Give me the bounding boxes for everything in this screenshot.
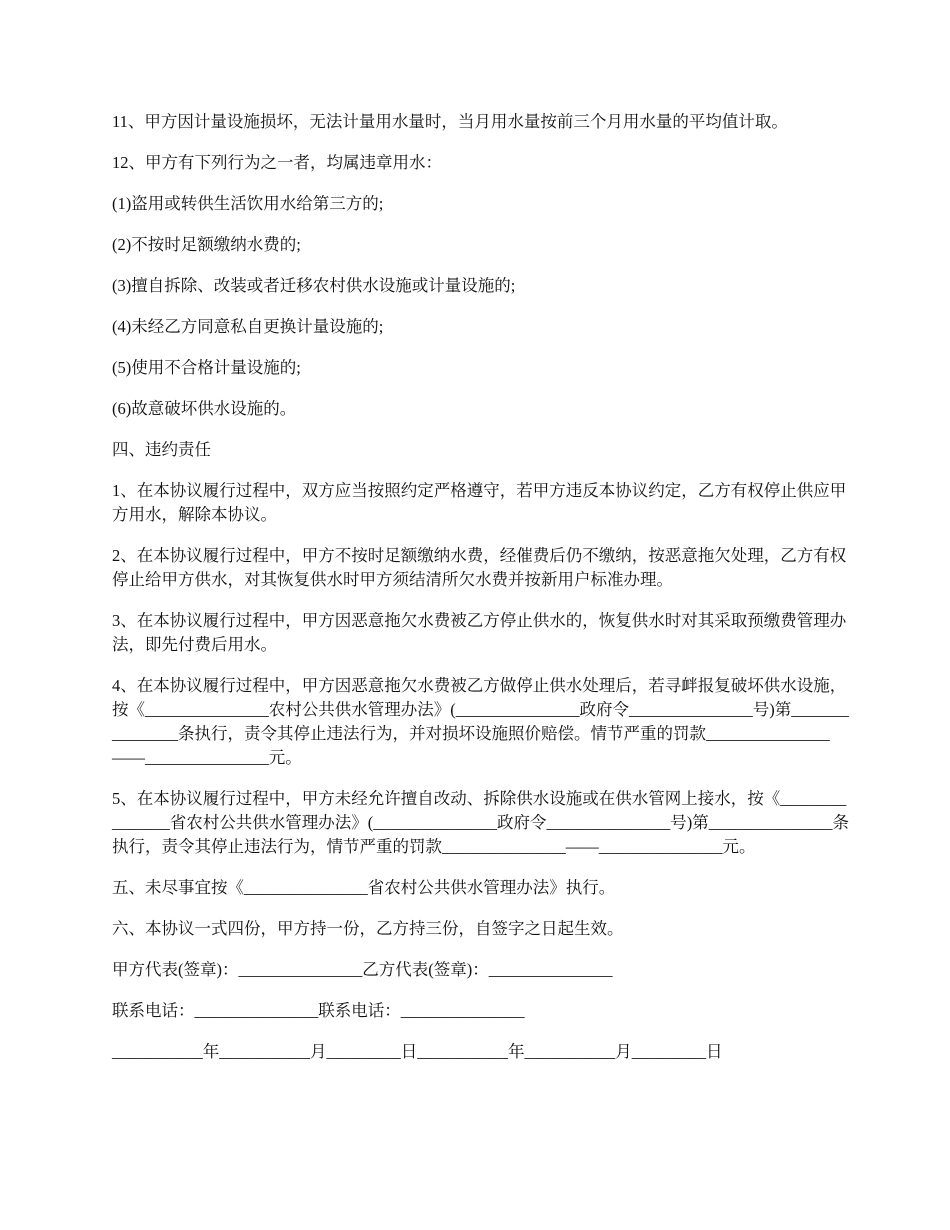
violation-item-1: (1)盗用或转供生活饮用水给第三方的; (112, 194, 384, 213)
section-5-clause: 五、未尽事宜按《_______________省农村公共供水管理办法》执行。 (112, 878, 616, 897)
section-6-clause: 六、本协议一式四份，甲方持一份，乙方持三份，自签字之日起生效。 (112, 919, 624, 938)
signature-line: 甲方代表(签章)：_______________乙方代表(签章)：_______________ (112, 960, 613, 979)
section-4-heading: 四、违约责任 (112, 440, 211, 459)
violation-item-3: (3)擅自拆除、改装或者迁移农村供水设施或计量设施的; (112, 276, 516, 295)
contact-phone-line: 联系电话：_______________联系电话：_______________ (112, 1001, 525, 1020)
liability-clause-2: 2、在本协议履行过程中，甲方不按时足额缴纳水费，经催费后仍不缴纳，按恶意拖欠处理，乙方有权停止给甲方供水，对其恢复供水时甲方须结清所欠水费并按新用户标准办理。 (112, 546, 847, 589)
liability-clause-4: 4、在本协议履行过程中，甲方因恶意拖欠水费被乙方做停止供水处理后，若寻衅报复破坏供水设施，按《_______________农村公共供水管理办法》(_______________政府令_______________号)第_______________条执行，责令其停止违法行为，并对损坏设施照价赔偿。情节严重的罚款_______________——_______________元。 (112, 676, 849, 767)
liability-clause-1: 1、在本协议履行过程中，双方应当按照约定严格遵守，若甲方违反本协议约定，乙方有权停止供应甲方用水，解除本协议。 (112, 481, 847, 524)
violation-item-6: (6)故意破坏供水设施的。 (112, 399, 297, 418)
violation-item-2: (2)不按时足额缴纳水费的; (112, 235, 301, 254)
contract-page (112, 110, 852, 1064)
date-line: ___________年___________月_________日___________年___________月_________日 (112, 1042, 723, 1061)
clause-11-metering-failure: 11、甲方因计量设施损坏，无法计量用水量时，当月用水量按前三个月用水量的平均值计取。 (112, 112, 788, 131)
liability-clause-3: 3、在本协议履行过程中，甲方因恶意拖欠水费被乙方停止供水的，恢复供水时对其采取预缴费管理办法，即先付费后用水。 (112, 611, 847, 654)
clause-12-violations-heading: 12、甲方有下列行为之一者，均属违章用水： (112, 153, 442, 172)
violation-item-4: (4)未经乙方同意私自更换计量设施的; (112, 317, 384, 336)
liability-clause-5: 5、在本协议履行过程中，甲方未经允许擅自改动、拆除供水设施或在供水管网上接水，按《_______________省农村公共供水管理办法》(_______________政府令_______________号)第_______________条执行，责令其停止违法行为，情节严重的罚款_______________——_______________元。 (112, 789, 849, 856)
violation-item-5: (5)使用不合格计量设施的; (112, 358, 301, 377)
